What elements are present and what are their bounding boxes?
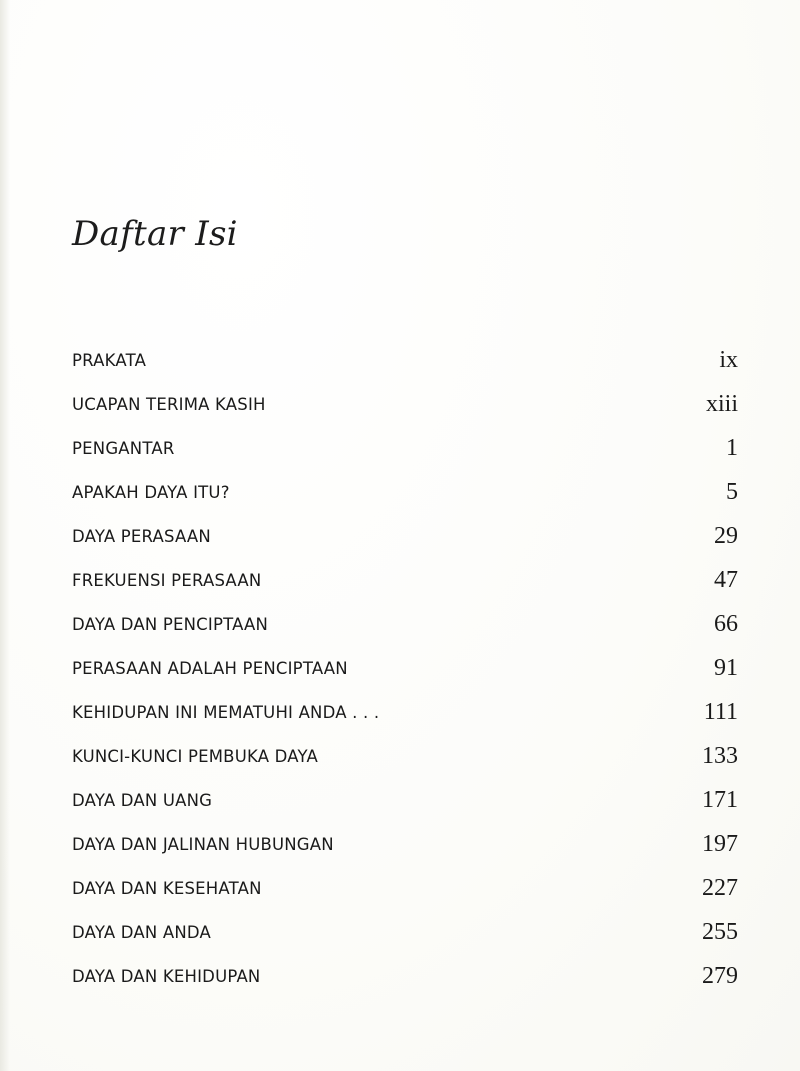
- toc-entry-label: KEHIDUPAN INI MEMATUHI ANDA . . .: [72, 703, 380, 722]
- toc-entry-label: UCAPAN TERIMA KASIH: [72, 395, 266, 414]
- toc-entry-label: DAYA DAN JALINAN HUBUNGAN: [72, 835, 334, 854]
- toc-entry: [72, 868, 738, 904]
- toc-entry-page: 111: [703, 699, 738, 725]
- toc-entry-label: PENGANTAR: [72, 439, 175, 458]
- toc-entry-label: FREKUENSI PERASAAN: [72, 571, 262, 590]
- toc-entry-page: xiii: [705, 391, 738, 417]
- toc-entry-page: 29: [714, 523, 738, 549]
- toc-entry-page: 5: [726, 479, 738, 505]
- toc-entry-page: 133: [702, 743, 738, 769]
- page-title: Daftar Isi: [72, 214, 238, 254]
- toc-entry-page: 255: [702, 919, 738, 945]
- toc-entry-page: 171: [702, 787, 738, 813]
- page-edge-shadow: [0, 0, 10, 1071]
- toc-entry: [72, 824, 738, 860]
- toc-entry-label: DAYA DAN PENCIPTAAN: [72, 615, 269, 634]
- toc-entry-label: DAYA DAN KEHIDUPAN: [72, 967, 261, 986]
- toc-entry-label: DAYA DAN ANDA: [72, 923, 211, 942]
- toc-entry: [72, 428, 738, 464]
- toc-entry-page: 91: [714, 655, 738, 681]
- toc-entry: [72, 648, 738, 684]
- toc-entry-page: 66: [714, 611, 738, 637]
- toc-entry: [72, 736, 738, 772]
- toc-entry: [72, 912, 738, 948]
- toc-entry: [72, 472, 738, 508]
- toc-entry: [72, 956, 738, 992]
- toc-entry-page: 227: [702, 875, 738, 901]
- toc-entry: [72, 604, 738, 640]
- toc-entry: [72, 780, 738, 816]
- toc-entry: [72, 516, 738, 552]
- toc-entry: [72, 340, 738, 376]
- toc-entry-label: DAYA PERASAAN: [72, 527, 211, 546]
- toc-entry: [72, 560, 738, 596]
- toc-entry-label: PERASAAN ADALAH PENCIPTAAN: [72, 659, 348, 678]
- toc-entry-page: ix: [719, 347, 738, 373]
- toc-entry-page: 279: [702, 963, 738, 989]
- toc-entry-label: DAYA DAN UANG: [72, 791, 213, 810]
- toc-entry: [72, 692, 738, 728]
- toc-entry-page: 197: [702, 831, 738, 857]
- toc-entry: [72, 384, 738, 420]
- toc-entry-label: DAYA DAN KESEHATAN: [72, 879, 262, 898]
- toc-entry-page: 1: [726, 435, 738, 461]
- toc-entry-page: 47: [714, 567, 738, 593]
- toc-entry-label: APAKAH DAYA ITU?: [72, 483, 230, 502]
- toc-entry-label: KUNCI-KUNCI PEMBUKA DAYA: [72, 747, 318, 766]
- toc-entry-label: PRAKATA: [72, 351, 147, 370]
